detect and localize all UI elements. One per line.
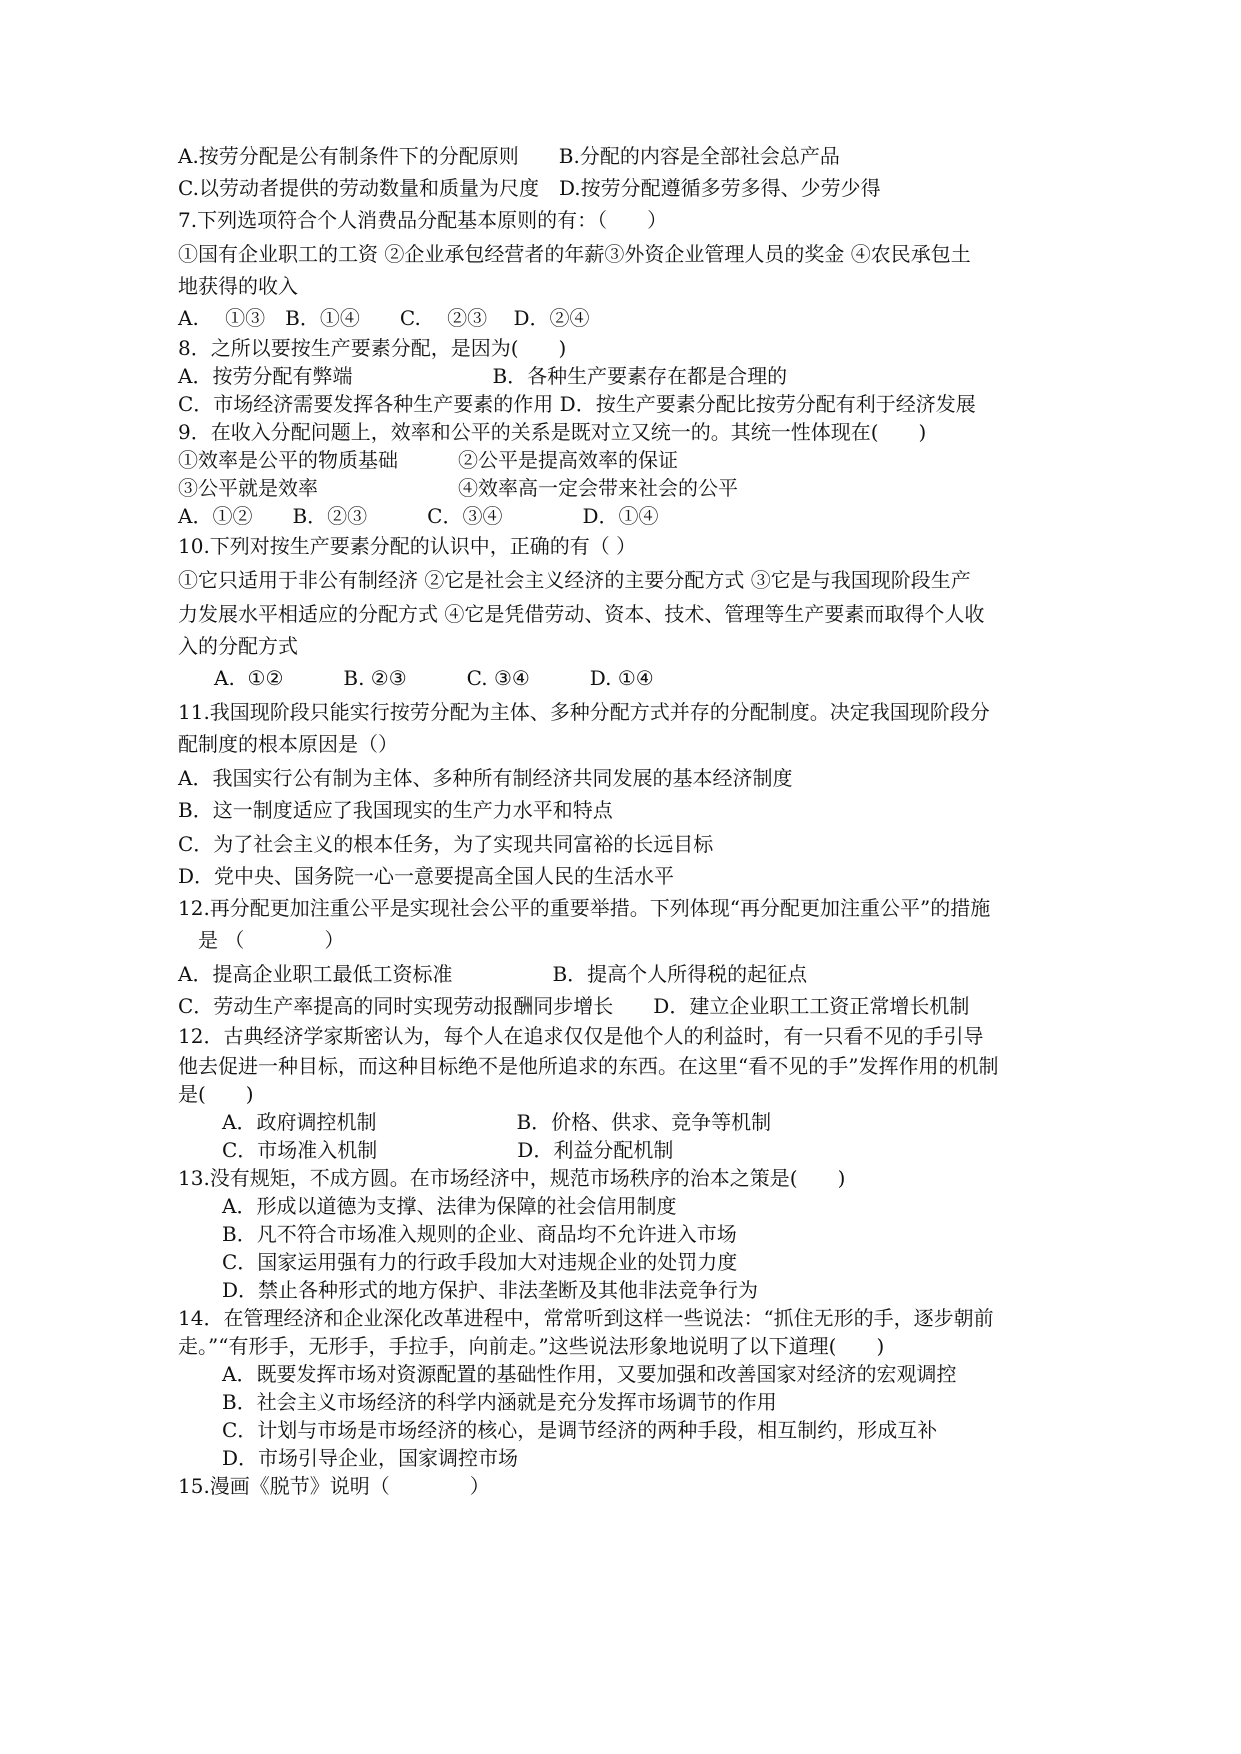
text-line: 是 （ ） — [198, 928, 345, 952]
text-line: 入的分配方式 — [178, 634, 298, 658]
text-line: ①国有企业职工的工资 ②企业承包经营者的年薪③外资企业管理人员的奖金 ④农民承包土 — [178, 242, 971, 266]
text-line: 11.我国现阶段只能实行按劳分配为主体、多种分配方式并存的分配制度。决定我国现阶段分 — [178, 700, 990, 724]
text-line: C．为了社会主义的根本任务，为了实现共同富裕的长远目标 — [178, 832, 714, 856]
text-line: A. ①③ B．①④ C. ②③ D．②④ — [178, 306, 590, 330]
text-line: A．提高企业职工最低工资标准 B．提高个人所得税的起征点 — [178, 962, 808, 986]
text-line: C．计划与市场是市场经济的核心，是调节经济的两种手段，相互制约，形成互补 — [222, 1418, 938, 1442]
text-line: A．①② B．②③ C．③④ D．①④ — [178, 504, 659, 528]
text-line: D．禁止各种形式的地方保护、非法垄断及其他非法竞争行为 — [222, 1278, 759, 1302]
text-line: ③公平就是效率 ④效率高一定会带来社会的公平 — [178, 476, 738, 500]
text-line: ①它只适用于非公有制经济 ②它是社会主义经济的主要分配方式 ③它是与我国现阶段生产 — [178, 568, 971, 592]
text-line: 8．之所以要按生产要素分配，是因为( ) — [178, 336, 567, 360]
text-line: D．党中央、国务院一心一意要提高全国人民的生活水平 — [178, 864, 675, 888]
text-line: 10.下列对按生产要素分配的认识中，正确的有（ ） — [178, 534, 637, 558]
text-line: 15.漫画《脱节》说明（ ） — [178, 1474, 490, 1498]
text-line: 14．在管理经济和企业深化改革进程中，常常听到这样一些说法：“抓住无形的手，逐步朝前 — [178, 1306, 994, 1330]
text-line: 配制度的根本原因是（） — [178, 732, 398, 756]
text-line: 12.再分配更加注重公平是实现社会公平的重要举措。下列体现“再分配更加注重公平”的措施 — [178, 896, 991, 920]
text-line: 13.没有规矩，不成方圆。在市场经济中，规范市场秩序的治本之策是( ) — [178, 1166, 846, 1190]
text-line: A．政府调控机制 B．价格、供求、竞争等机制 — [222, 1110, 772, 1134]
text-line: ①效率是公平的物质基础 ②公平是提高效率的保证 — [178, 448, 678, 472]
text-line: 是( ) — [178, 1082, 254, 1106]
text-line: A．形成以道德为支撑、法律为保障的社会信用制度 — [222, 1194, 677, 1218]
text-line: A. ①② B. ②③ C. ③④ D. ①④ — [214, 666, 654, 690]
text-line: 9．在收入分配问题上，效率和公平的关系是既对立又统一的。其统一性体现在( ) — [178, 420, 927, 444]
text-line: C．市场准入机制 D．利益分配机制 — [222, 1138, 674, 1162]
text-line: C．劳动生产率提高的同时实现劳动报酬同步增长 D．建立企业职工工资正常增长机制 — [178, 994, 970, 1018]
text-line: C．国家运用强有力的行政手段加大对违规企业的处罚力度 — [222, 1250, 738, 1274]
text-line: C.以劳动者提供的劳动数量和质量为尺度 D.按劳分配遵循多劳多得、少劳少得 — [178, 176, 881, 200]
text-line: A.按劳分配是公有制条件下的分配原则 B.分配的内容是全部社会总产品 — [178, 144, 840, 168]
text-line: A．既要发挥市场对资源配置的基础性作用，又要加强和改善国家对经济的宏观调控 — [222, 1362, 957, 1386]
text-line: B．凡不符合市场准入规则的企业、商品均不允许进入市场 — [222, 1222, 737, 1246]
text-line: B．社会主义市场经济的科学内涵就是充分发挥市场调节的作用 — [222, 1390, 777, 1414]
text-line: 走。”“有形手，无形手，手拉手，向前走。”这些说法形象地说明了以下道理( ) — [178, 1334, 885, 1358]
text-line: 7.下列选项符合个人消费品分配基本原则的有：（ ） — [178, 208, 668, 232]
text-line: D．市场引导企业，国家调控市场 — [222, 1446, 519, 1470]
text-line: B．这一制度适应了我国现实的生产力水平和特点 — [178, 798, 613, 822]
text-line: 地获得的收入 — [178, 274, 298, 298]
text-line: 12．古典经济学家斯密认为，每个人在追求仅仅是他个人的利益时，有一只看不见的手引导 — [178, 1024, 984, 1048]
text-line: 力发展水平相适应的分配方式 ④它是凭借劳动、资本、技术、管理等生产要素而取得个人收 — [178, 602, 985, 626]
text-line: A．按劳分配有弊端 B．各种生产要素存在都是合理的 — [178, 364, 788, 388]
text-line: C．市场经济需要发挥各种生产要素的作用 D．按生产要素分配比按劳分配有利于经济发展 — [178, 392, 976, 416]
text-line: 他去促进一种目标，而这种目标绝不是他所追求的东西。在这里“看不见的手”发挥作用的机制 — [178, 1054, 999, 1078]
text-line: A．我国实行公有制为主体、多种所有制经济共同发展的基本经济制度 — [178, 766, 793, 790]
